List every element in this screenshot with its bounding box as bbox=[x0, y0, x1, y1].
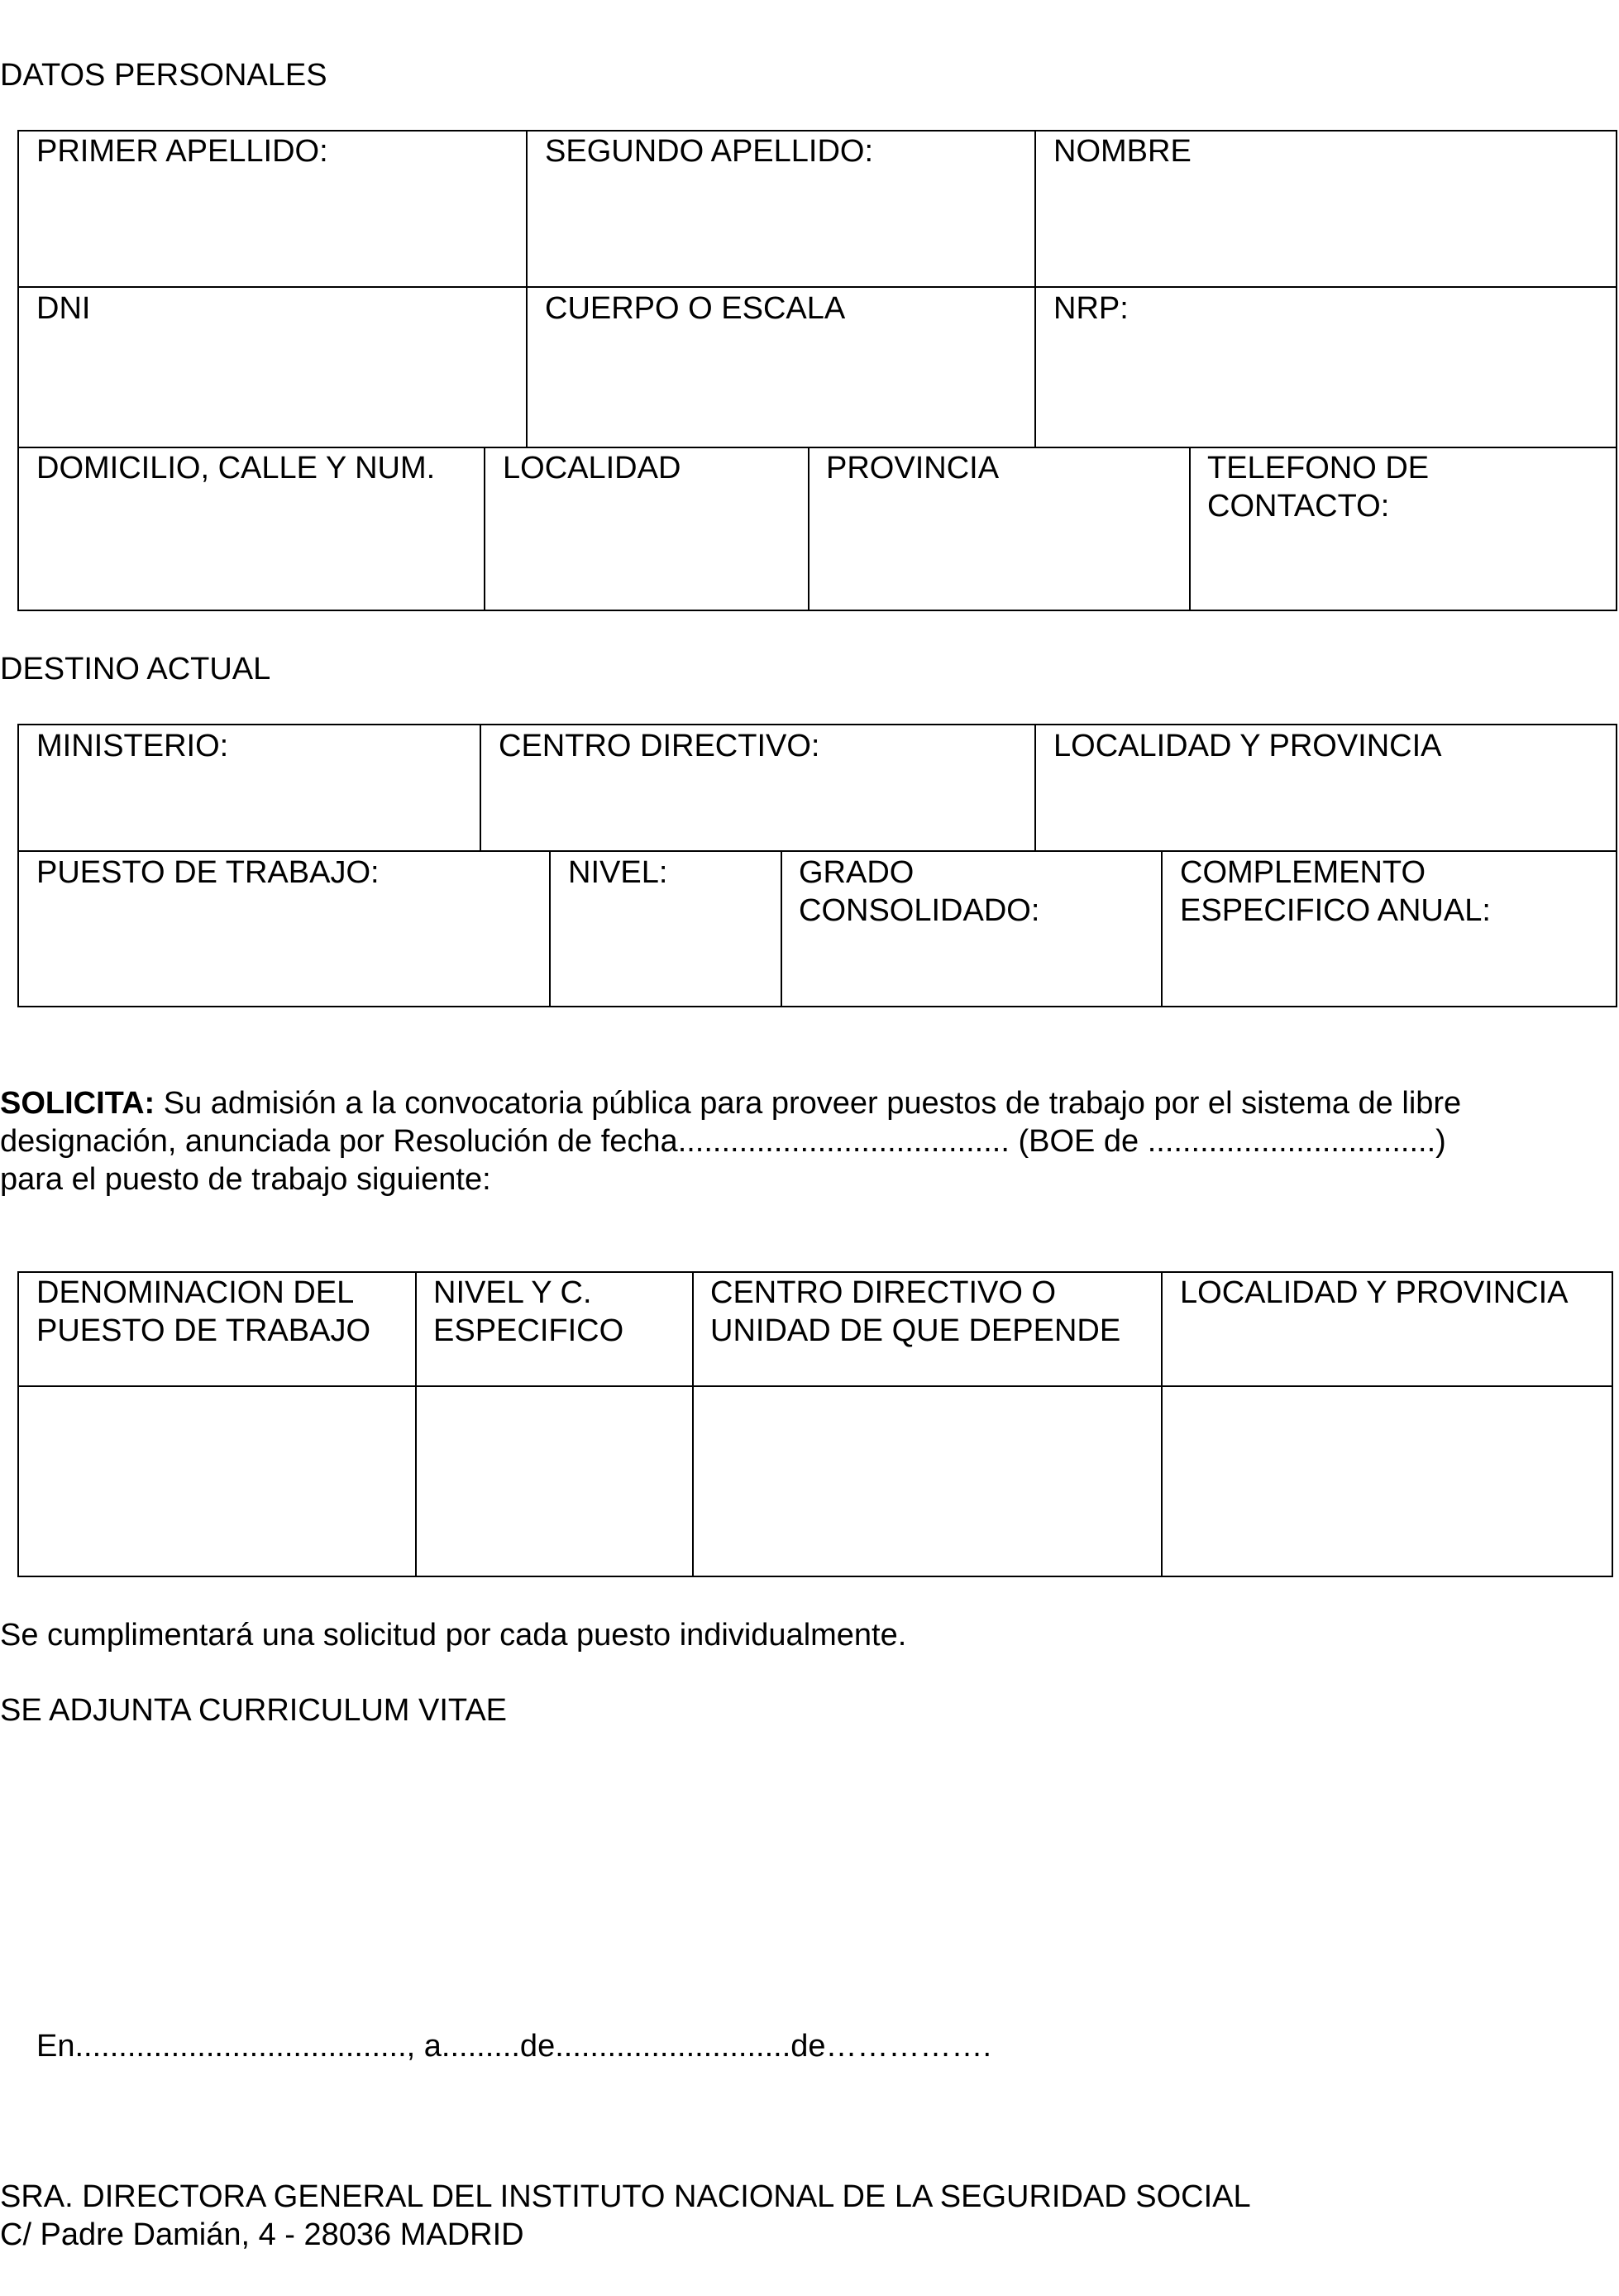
column-divider bbox=[526, 130, 528, 448]
field-provincia[interactable]: PROVINCIA bbox=[826, 451, 1000, 486]
addressee-name: SRA. DIRECTORA GENERAL DEL INSTITUTO NACIONAL DE LA SEGURIDAD SOCIAL bbox=[0, 2179, 1251, 2214]
note-individual-request: Se cumplimentará una solicitud por cada puesto individualmente. bbox=[0, 1618, 907, 1653]
field-localidad-provincia[interactable]: LOCALIDAD Y PROVINCIA bbox=[1053, 729, 1442, 763]
column-header-denominacion: DENOMINACION DEL PUESTO DE TRABAJO bbox=[36, 1275, 371, 1348]
column-divider bbox=[781, 850, 782, 1007]
field-dni[interactable]: DNI bbox=[36, 291, 91, 326]
column-header-nivel: NIVEL Y C. ESPECIFICO bbox=[433, 1275, 624, 1348]
column-header-centro-directivo: CENTRO DIRECTIVO O UNIDAD DE QUE DEPENDE bbox=[710, 1275, 1121, 1348]
field-primer-apellido[interactable]: PRIMER APELLIDO: bbox=[36, 134, 328, 169]
column-divider bbox=[549, 850, 551, 1007]
cell-centro-directivo-input[interactable] bbox=[694, 1388, 1160, 1576]
date-line[interactable]: En......................................, a.........de...........................de……………. bbox=[36, 2029, 992, 2064]
field-complemento-especifico[interactable]: COMPLEMENTO ESPECIFICO ANUAL: bbox=[1180, 855, 1491, 928]
field-grado-consolidado[interactable]: GRADO CONSOLIDADO: bbox=[799, 855, 1040, 928]
field-puesto-trabajo[interactable]: PUESTO DE TRABAJO: bbox=[36, 855, 380, 890]
cell-denominacion-input[interactable] bbox=[19, 1388, 414, 1576]
column-divider bbox=[808, 447, 810, 611]
solicita-text-2: designación, anunciada por Resolución de fecha...................................... (BOE de .................................) bbox=[0, 1124, 1446, 1159]
row-divider bbox=[17, 850, 1617, 852]
table-border bbox=[17, 130, 1617, 611]
column-divider bbox=[1034, 130, 1036, 448]
column-divider bbox=[1189, 447, 1191, 611]
field-localidad[interactable]: LOCALIDAD bbox=[503, 451, 681, 486]
cell-nivel-input[interactable] bbox=[417, 1388, 691, 1576]
field-ministerio[interactable]: MINISTERIO: bbox=[36, 729, 229, 763]
field-centro-directivo[interactable]: CENTRO DIRECTIVO: bbox=[499, 729, 820, 763]
row-divider bbox=[17, 286, 1617, 288]
column-header-localidad-provincia: LOCALIDAD Y PROVINCIA bbox=[1180, 1275, 1569, 1310]
section-title-datos-personales: DATOS PERSONALES bbox=[0, 58, 327, 93]
addressee-address: C/ Padre Damián, 4 - 28036 MADRID bbox=[0, 2217, 524, 2252]
column-divider bbox=[484, 447, 485, 611]
solicita-paragraph bbox=[0, 1084, 1542, 1198]
cell-localidad-provincia-input[interactable] bbox=[1163, 1388, 1612, 1576]
field-telefono[interactable]: TELEFONO DE CONTACTO: bbox=[1207, 451, 1430, 524]
row-divider bbox=[17, 447, 1617, 448]
column-divider bbox=[480, 724, 481, 852]
header-divider bbox=[17, 1385, 1613, 1387]
field-nivel[interactable]: NIVEL: bbox=[568, 855, 668, 890]
field-cuerpo-escala[interactable]: CUERPO O ESCALA bbox=[545, 291, 846, 326]
field-nombre[interactable]: NOMBRE bbox=[1053, 134, 1192, 169]
section-title-destino-actual: DESTINO ACTUAL bbox=[0, 652, 271, 686]
field-segundo-apellido[interactable]: SEGUNDO APELLIDO: bbox=[545, 134, 874, 169]
field-nrp[interactable]: NRP: bbox=[1053, 291, 1129, 326]
solicita-text-3: para el puesto de trabajo siguiente: bbox=[0, 1162, 491, 1197]
column-divider bbox=[1161, 850, 1163, 1007]
note-curriculum: SE ADJUNTA CURRICULUM VITAE bbox=[0, 1693, 508, 1728]
field-domicilio[interactable]: DOMICILIO, CALLE Y NUM. bbox=[36, 451, 436, 486]
column-divider bbox=[1034, 724, 1036, 852]
solicita-label: SOLICITA: bbox=[0, 1086, 155, 1121]
solicita-text-1: Su admisión a la convocatoria pública para proveer puestos de trabajo por el sistema de libre bbox=[155, 1086, 1462, 1121]
